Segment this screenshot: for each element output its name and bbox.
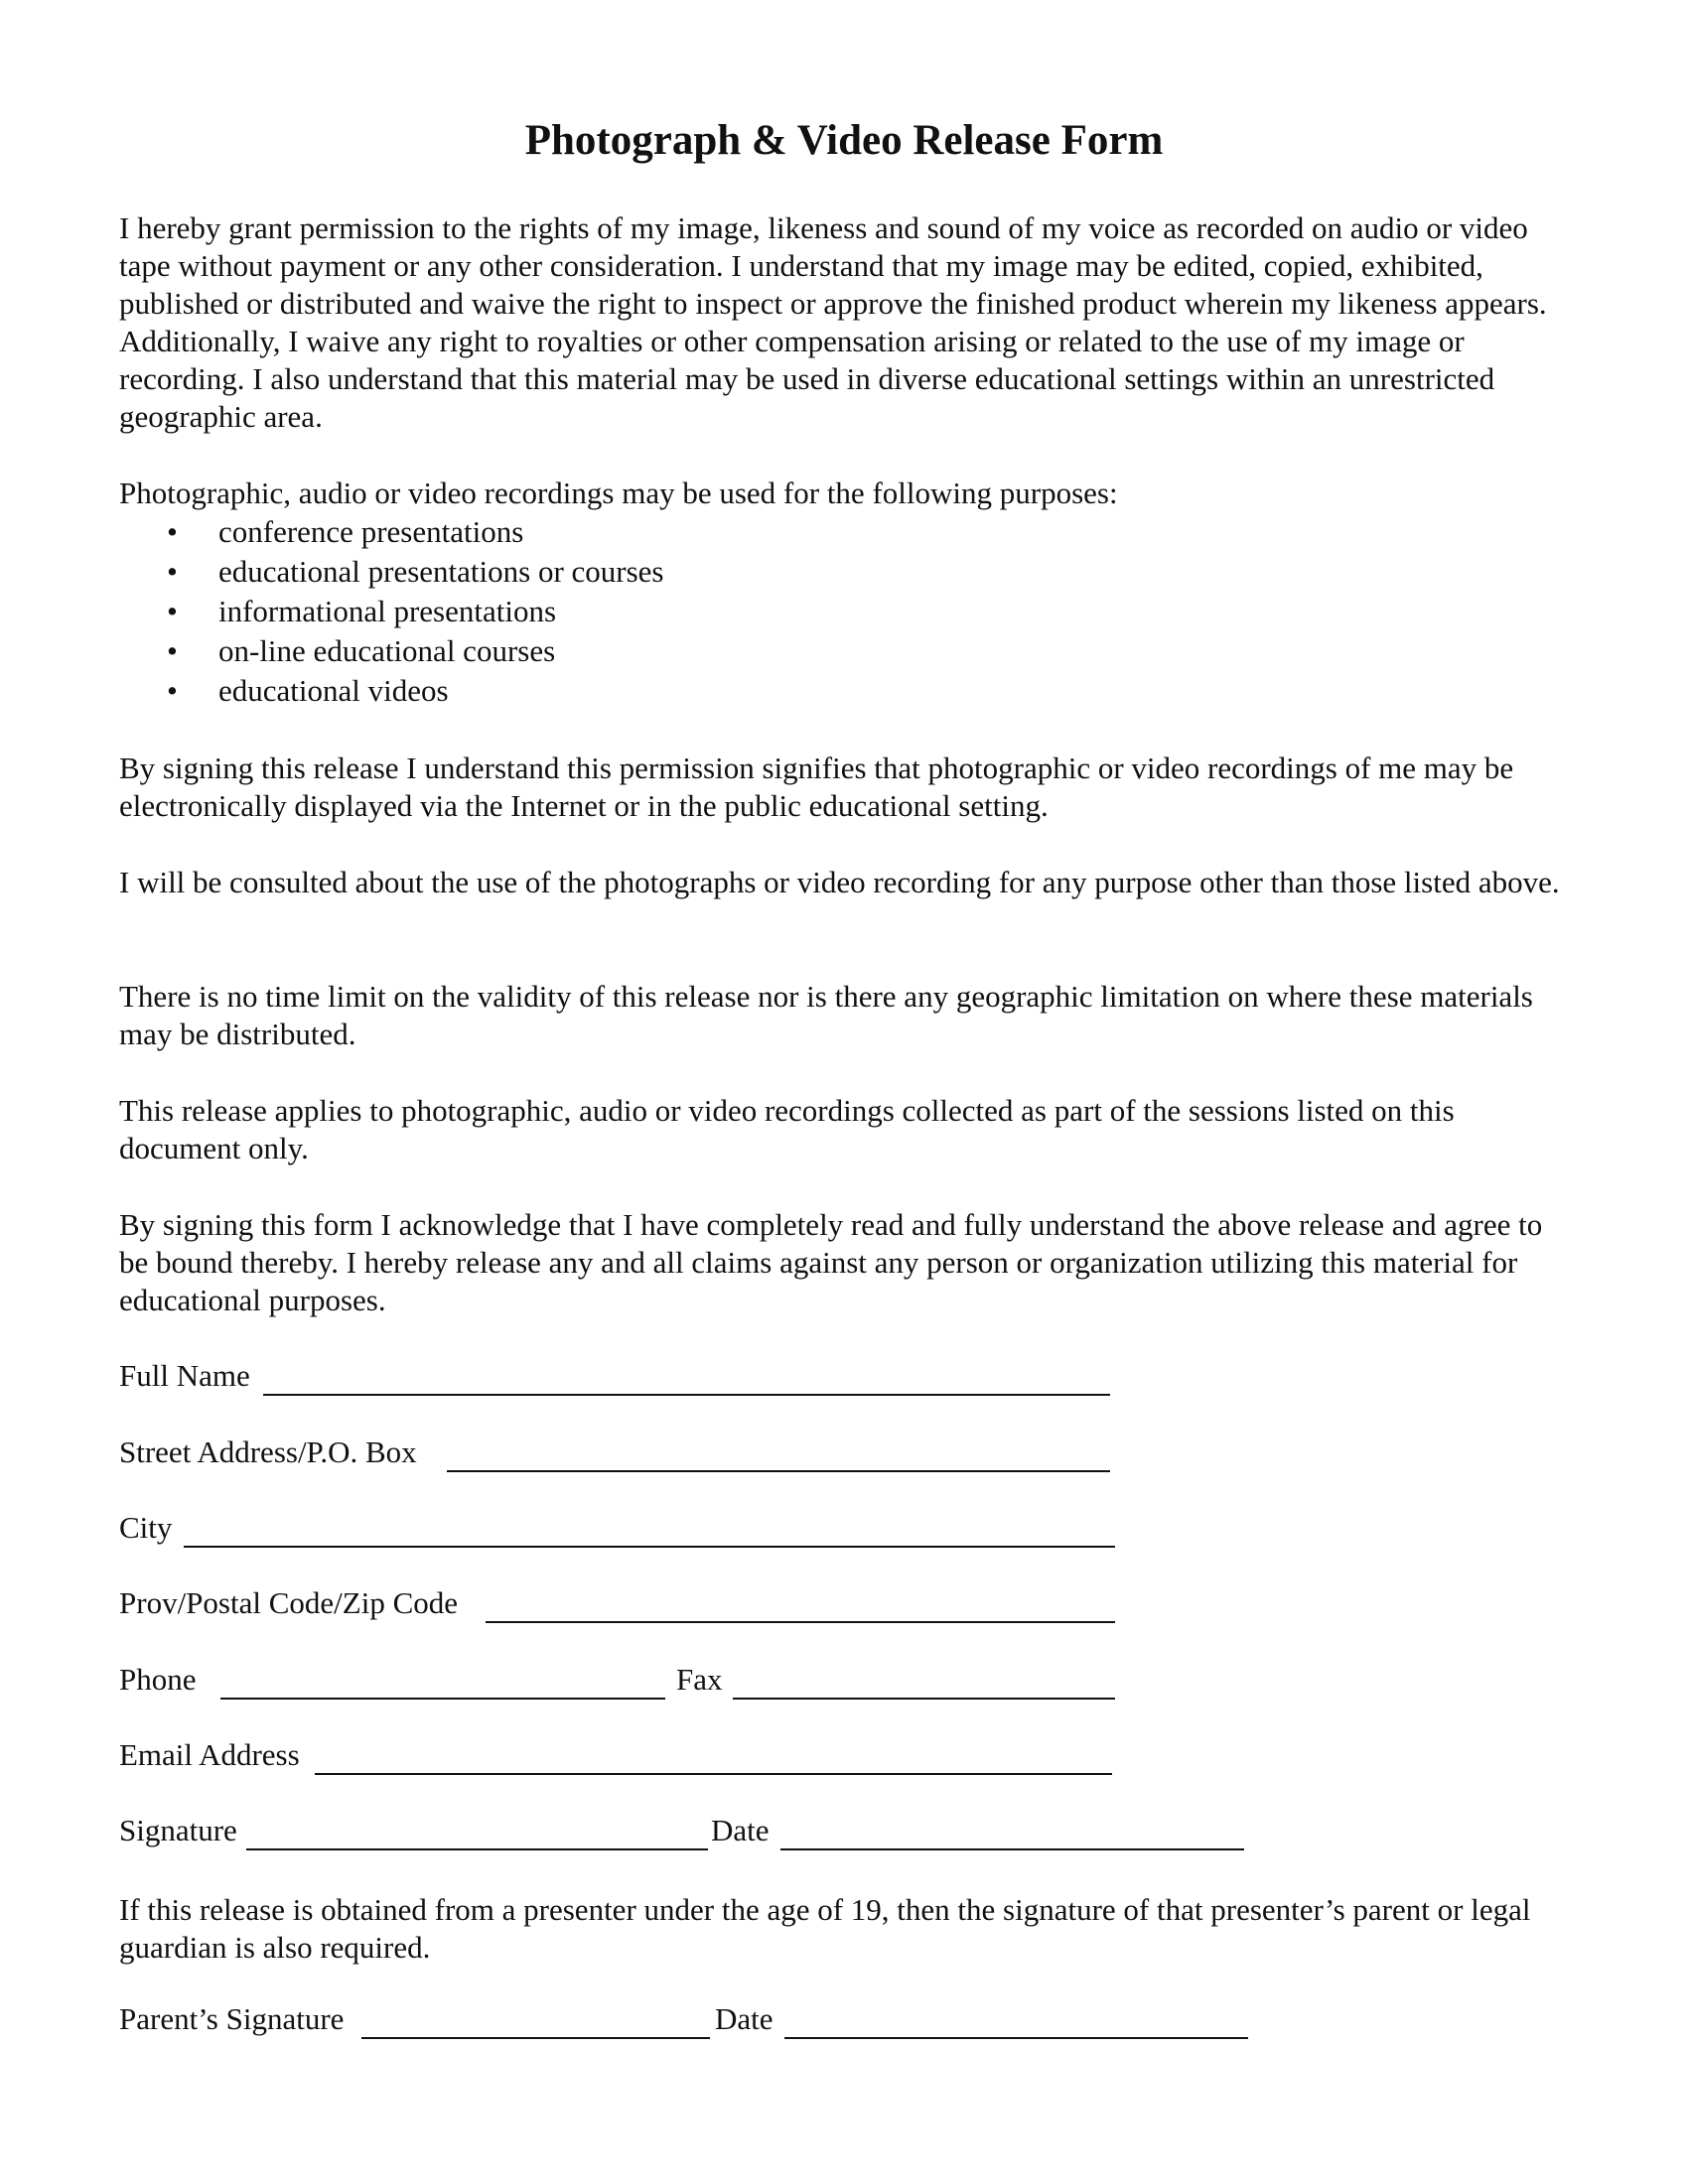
page-title: Photograph & Video Release Form xyxy=(524,117,1164,164)
purposes-intro: Photographic, audio or video recordings may be used for the following purposes: xyxy=(119,476,1118,510)
parent-date-label: Date xyxy=(715,2001,774,2036)
purpose-text: educational presentations or courses xyxy=(218,554,664,589)
purpose-text: on-line educational courses xyxy=(218,633,556,668)
email-label: Email Address xyxy=(119,1737,300,1772)
permission-paragraph: I hereby grant permission to the rights of my image, likeness and sound of my voice as recorded on audio or video tape without payment or any other consideration. I understand that my image may be edited, copied, exhibited, published or distributed and waive the right to inspect or approve the finished product wherein my likeness appears. Additionally, I waive any right to royalties or other compensation arising or related to the use of my image or recording. I also understand that this material may be used in diverse educational settings within an unrestricted geographic area. xyxy=(119,210,1547,434)
email-line[interactable] xyxy=(315,1773,1112,1775)
street-address-field xyxy=(119,1433,1112,1473)
list-item xyxy=(119,592,1211,631)
purpose-text: informational presentations xyxy=(218,594,557,628)
purpose-text: conference presentations xyxy=(218,514,524,549)
full-name-label: Full Name xyxy=(119,1358,250,1393)
signature-date-field xyxy=(119,1812,1251,1851)
internet-display-paragraph: By signing this release I understand this permission signifies that photographic or video recordings of me may be electronically displayed via the Internet or in the public educational setting. xyxy=(119,751,1514,823)
postal-code-line[interactable] xyxy=(486,1621,1115,1623)
list-item xyxy=(119,512,1211,552)
bullet-icon: • xyxy=(167,594,178,628)
bullet-icon: • xyxy=(167,514,178,549)
bullet-icon: • xyxy=(167,554,178,589)
signature-label: Signature xyxy=(119,1813,237,1847)
parent-signature-label: Parent’s Signature xyxy=(119,2001,345,2036)
date-label: Date xyxy=(711,1813,770,1847)
fax-label: Fax xyxy=(676,1662,723,1697)
fax-line[interactable] xyxy=(733,1698,1115,1700)
validity-paragraph: There is no time limit on the validity of this release nor is there any geographic limitation on where these materials may be distributed. xyxy=(119,979,1533,1051)
scope-paragraph: This release applies to photographic, audio or video recordings collected as part of the sessions listed on this document only. xyxy=(119,1093,1455,1165)
purpose-text: educational videos xyxy=(218,673,449,708)
acknowledgement-paragraph: By signing this form I acknowledge that I have completely read and fully understand the above release and agree to be bound thereby. I hereby release any and all claims against any person or organization utilizing this material for educational purposes. xyxy=(119,1207,1543,1317)
phone-label: Phone xyxy=(119,1662,197,1697)
phone-fax-field xyxy=(119,1661,1112,1701)
consultation-paragraph: I will be consulted about the use of the photographs or video recording for any purpose other than those listed above. xyxy=(119,865,1560,899)
full-name-line[interactable] xyxy=(263,1394,1110,1396)
parent-signature-field xyxy=(119,2000,1251,2040)
parent-signature-line[interactable] xyxy=(361,2037,710,2039)
bullet-icon: • xyxy=(167,633,178,668)
parent-date-line[interactable] xyxy=(784,2037,1248,2039)
list-item xyxy=(119,552,1211,592)
list-item xyxy=(119,671,1211,711)
full-name-field xyxy=(119,1357,1112,1397)
phone-line[interactable] xyxy=(220,1698,665,1700)
city-line[interactable] xyxy=(184,1546,1115,1548)
street-address-label: Street Address/P.O. Box xyxy=(119,1434,417,1469)
postal-code-label: Prov/Postal Code/Zip Code xyxy=(119,1585,458,1620)
city-field xyxy=(119,1509,1112,1549)
list-item xyxy=(119,631,1211,671)
minor-consent-paragraph: If this release is obtained from a presenter under the age of 19, then the signature of that presenter’s parent or legal guardian is also required. xyxy=(119,1892,1531,1965)
postal-code-field xyxy=(119,1584,1112,1624)
purposes-list xyxy=(119,512,1211,711)
bullet-icon: • xyxy=(167,673,178,708)
street-address-line[interactable] xyxy=(447,1470,1110,1472)
signature-line[interactable] xyxy=(246,1848,708,1850)
city-label: City xyxy=(119,1510,173,1545)
email-field xyxy=(119,1736,1112,1776)
date-line[interactable] xyxy=(780,1848,1244,1850)
